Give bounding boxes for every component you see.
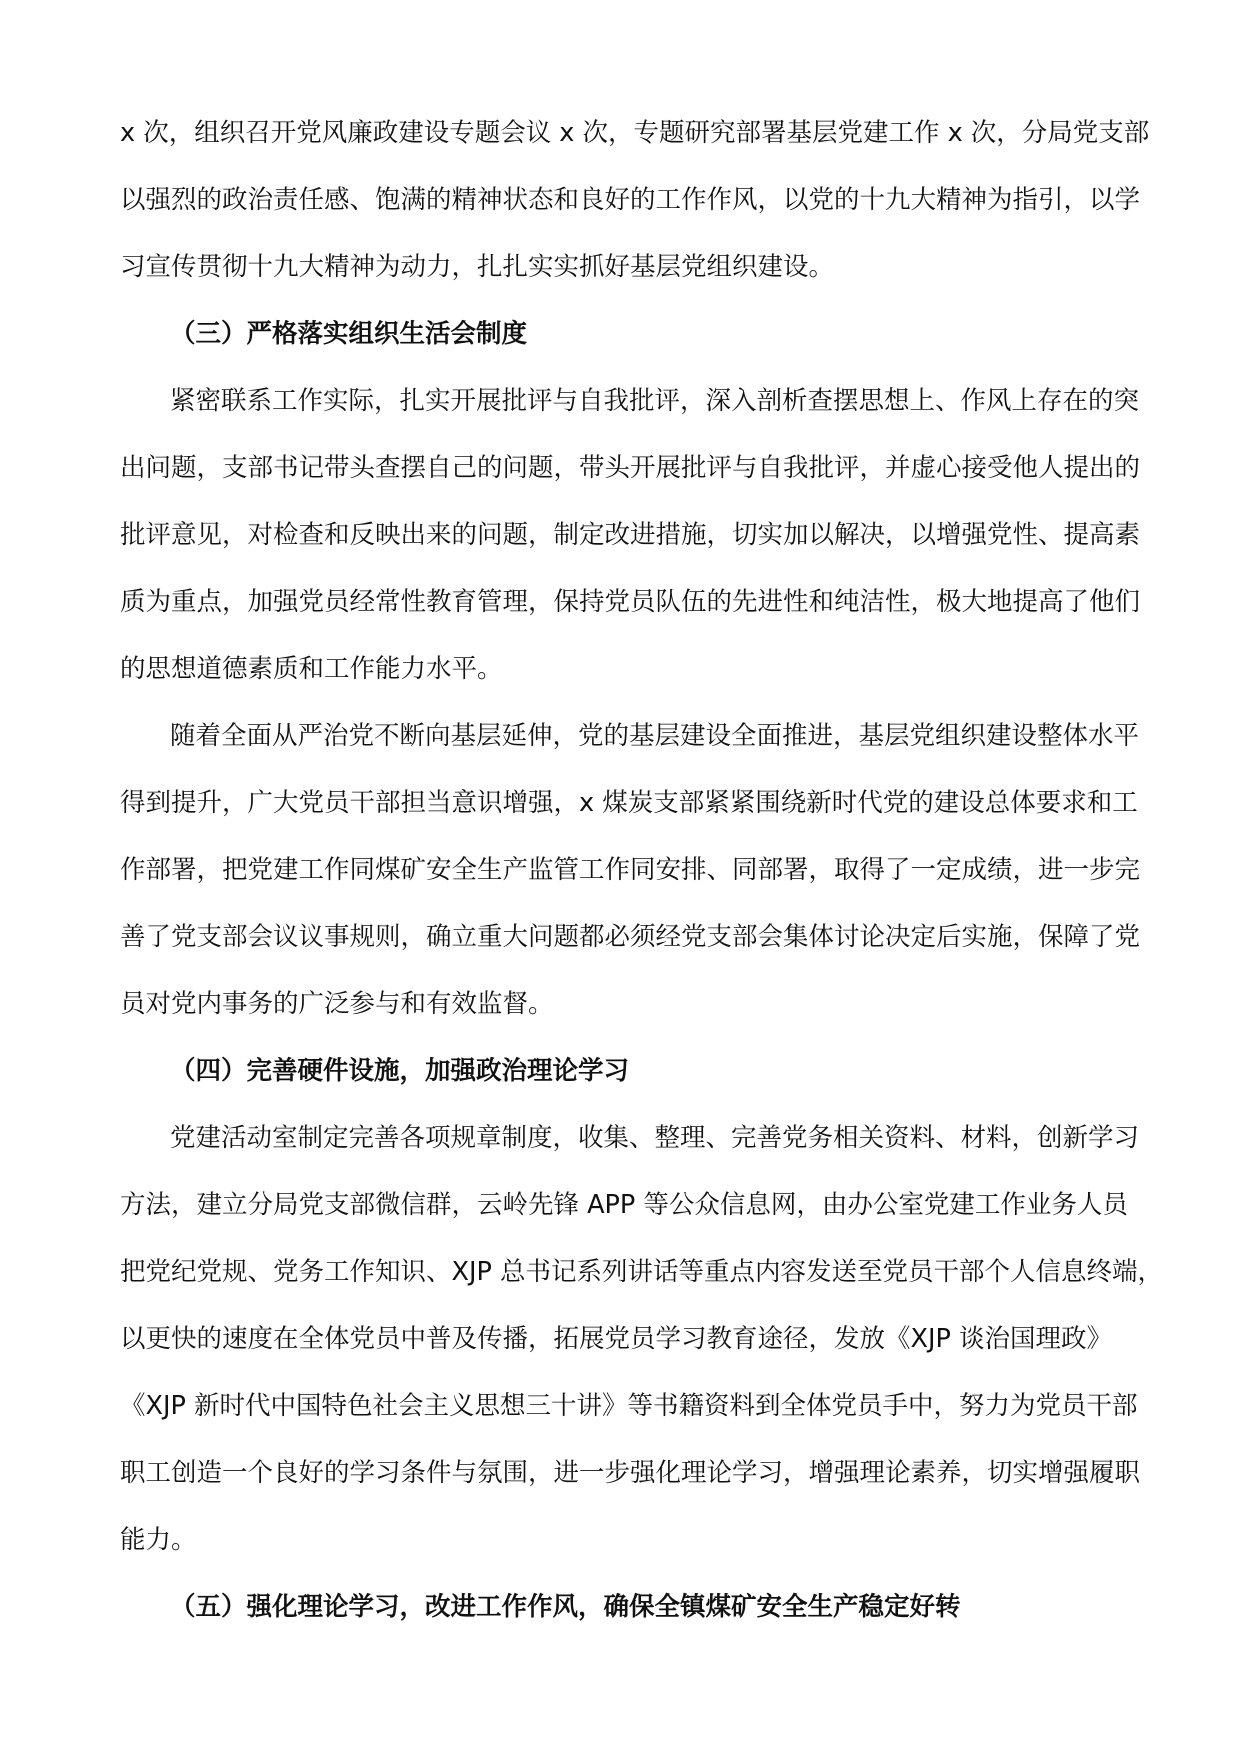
text-line: 把党纪党规、党务工作知识、XJP 总书记系列讲话等重点内容发送至党员干部个人信息终端，: [120, 1257, 1163, 1287]
text-line: 的思想道德素质和工作能力水平。: [120, 654, 503, 684]
section-heading-3: （三）严格落实组织生活会制度: [170, 319, 528, 349]
text-line: 以强烈的政治责任感、饱满的精神状态和良好的工作作风，以党的十九大精神为指引，以学: [120, 185, 1141, 215]
paragraph-activity-room: [120, 1105, 1163, 1574]
text-line: 习宣传贯彻十九大精神为动力，扎扎实实抓好基层党组织建设。: [120, 252, 835, 282]
text-line: 紧密联系工作实际，扎实开展批评与自我批评，深入剖析查摆思想上、作风上存在的突: [170, 386, 1140, 416]
paragraph-criticism-self-criticism: [120, 368, 1141, 703]
paragraph-party-building-summary: [120, 100, 1150, 301]
text-line: x 次，组织召开党风廉政建设专题会议 x 次，专题研究部署基层党建工作 x 次，分局党支部: [120, 118, 1150, 148]
text-line: 能力。: [120, 1525, 197, 1555]
text-line: 《XJP 新时代中国特色社会主义思想三十讲》等书籍资料到全体党员手中，努力为党员干部: [120, 1391, 1138, 1421]
document-page: [120, 100, 1163, 1641]
text-line: 党建活动室制定完善各项规章制度，收集、整理、完善党务相关资料、材料，创新学习: [170, 1123, 1140, 1153]
section-heading-5: （五）强化理论学习，改进工作作风，确保全镇煤矿安全生产稳定好转: [170, 1592, 961, 1622]
text-line: 得到提升，广大党员干部担当意识增强，x 煤炭支部紧紧围绕新时代党的建设总体要求和工: [120, 788, 1138, 818]
text-line: 作部署，把党建工作同煤矿安全生产监管工作同安排、同部署，取得了一定成绩，进一步完: [120, 855, 1141, 885]
section-heading-4: （四）完善硬件设施，加强政治理论学习: [170, 1056, 630, 1086]
paragraph-strict-governance: [120, 703, 1141, 1038]
text-line: 随着全面从严治党不断向基层延伸，党的基层建设全面推进，基层党组织建设整体水平: [170, 721, 1140, 751]
text-line: 方法，建立分局党支部微信群，云岭先锋 APP 等公众信息网，由办公室党建工作业务人员: [120, 1190, 1128, 1220]
text-line: 批评意见，对检查和反映出来的问题，制定改进措施，切实加以解决，以增强党性、提高素: [120, 520, 1141, 550]
text-line: 质为重点，加强党员经常性教育管理，保持党员队伍的先进性和纯洁性，极大地提高了他们: [120, 587, 1141, 617]
text-line: 职工创造一个良好的学习条件与氛围，进一步强化理论学习，增强理论素养，切实增强履职: [120, 1458, 1141, 1488]
text-line: 以更快的速度在全体党员中普及传播，拓展党员学习教育途径，发放《XJP 谈治国理政》: [120, 1324, 1112, 1354]
text-line: 善了党支部会议议事规则，确立重大问题都必须经党支部会集体讨论决定后实施，保障了党: [120, 922, 1141, 952]
text-line: 员对党内事务的广泛参与和有效监督。: [120, 989, 554, 1019]
text-line: 出问题，支部书记带头查摆自己的问题，带头开展批评与自我批评，并虚心接受他人提出的: [120, 453, 1141, 483]
